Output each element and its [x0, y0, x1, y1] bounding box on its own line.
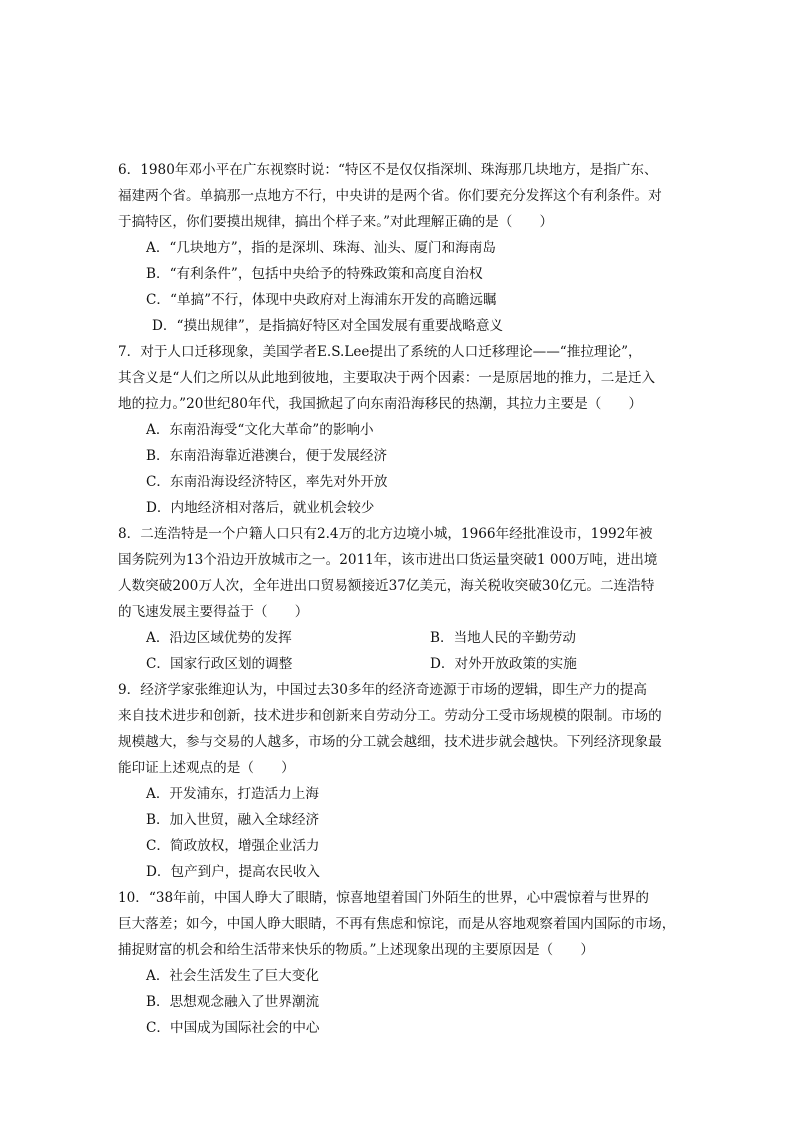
- question-8-option-a: A．沿边区域优势的发挥: [146, 630, 292, 646]
- question-7-option-d: D．内地经济相对落后，就业机会较少: [146, 500, 375, 516]
- question-8-line-4: 的飞速发展主要得益于（ ）: [118, 604, 309, 620]
- question-9-line-2: 来自技术进步和创新，技术进步和创新来自劳动分工。劳动分工受市场规模的限制。市场的: [118, 708, 662, 724]
- question-6-line-3: 于搞特区，你们要摸出规律，搞出个样子来。”对此理解正确的是（ ）: [118, 214, 554, 230]
- question-7-line-1: 7．对于人口迁移现象，美国学者E.S.Lee提出了系统的人口迁移理论——“推拉理论”，: [118, 344, 642, 360]
- question-10-line-1: 10．“38年前，中国人睁大了眼睛，惊喜地望着国门外陌生的世界，心中震惊着与世界的: [118, 890, 649, 906]
- question-9-option-d: D．包产到户，提高农民收入: [146, 864, 321, 880]
- question-8-option-d: D．对外开放政策的实施: [430, 656, 577, 672]
- question-6-line-2: 福建两个省。单搞那一点地方不行，中央讲的是两个省。你们要充分发挥这个有利条件。对: [118, 188, 662, 204]
- question-7-line-2: 其含义是“人们之所以从此地到彼地，主要取决于两个因素：一是原居地的推力，二是迁入: [118, 370, 656, 386]
- question-8-line-1: 8．二连浩特是一个户籍人口只有2.4万的北方边境小城，1966年经批准设市，1992年被: [118, 526, 653, 542]
- question-6-option-a: A．“几块地方”，指的是深圳、珠海、汕头、厦门和海南岛: [146, 240, 496, 256]
- question-10-line-2: 巨大落差；如今，中国人睁大眼睛，不再有焦虑和惊诧，而是从容地观察着国内国际的市场，: [118, 916, 676, 932]
- question-8-line-3: 人数突破200万人次，全年进出口贸易额接近37亿美元，海关税收突破30亿元。二连浩特: [118, 578, 655, 594]
- question-8-line-2: 国务院列为13个沿边开放城市之一。2011年，该市进出口货运量突破1 000万吨，进出境: [118, 552, 658, 568]
- question-7-line-3: 地的拉力。”20世纪80年代，我国掀起了向东南沿海移民的热潮，其拉力主要是（ ）: [118, 396, 643, 412]
- question-9-option-b: B．加入世贸，融入全球经济: [146, 812, 320, 828]
- question-10-line-3: 捕捉财富的机会和给生活带来快乐的物质。”上述现象出现的主要原因是（ ）: [118, 942, 594, 958]
- question-9-line-4: 能印证上述观点的是（ ）: [118, 760, 295, 776]
- question-9-option-c: C．简政放权，增强企业活力: [146, 838, 320, 854]
- question-9-option-a: A．开发浦东，打造活力上海: [146, 786, 319, 802]
- question-6-option-d: D．“摸出规律”，是指搞好特区对全国发展有重要战略意义: [152, 318, 504, 334]
- question-6-line-1: 6．1980年邓小平在广东视察时说：“特区不是仅仅指深圳、珠海那几块地方，是指广东、: [118, 162, 658, 178]
- question-10-option-a: A．社会生活发生了巨大变化: [146, 968, 319, 984]
- question-8-option-b: B．当地人民的辛勤劳动: [430, 630, 576, 646]
- question-6-option-c: C．“单搞”不行，体现中央政府对上海浦东开发的高瞻远瞩: [146, 292, 497, 308]
- question-7-option-b: B．东南沿海靠近港澳台，便于发展经济: [146, 448, 388, 464]
- question-9-line-1: 9．经济学家张维迎认为，中国过去30多年的经济奇迹源于市场的逻辑，即生产力的提高: [118, 682, 647, 698]
- question-8-option-c: C．国家行政区划的调整: [146, 656, 293, 672]
- question-10-option-b: B．思想观念融入了世界潮流: [146, 994, 320, 1010]
- question-9-line-3: 规模越大，参与交易的人越多，市场的分工就会越细，技术进步就会越快。下列经济现象最: [118, 734, 662, 750]
- question-7-option-c: C．东南沿海设经济特区，率先对外开放: [146, 474, 388, 490]
- question-10-option-c: C．中国成为国际社会的中心: [146, 1020, 320, 1036]
- question-7-option-a: A．东南沿海受“文化大革命”的影响小: [146, 422, 374, 438]
- question-6-option-b: B．“有利条件”，包括中央给予的特殊政策和高度自治权: [146, 266, 483, 282]
